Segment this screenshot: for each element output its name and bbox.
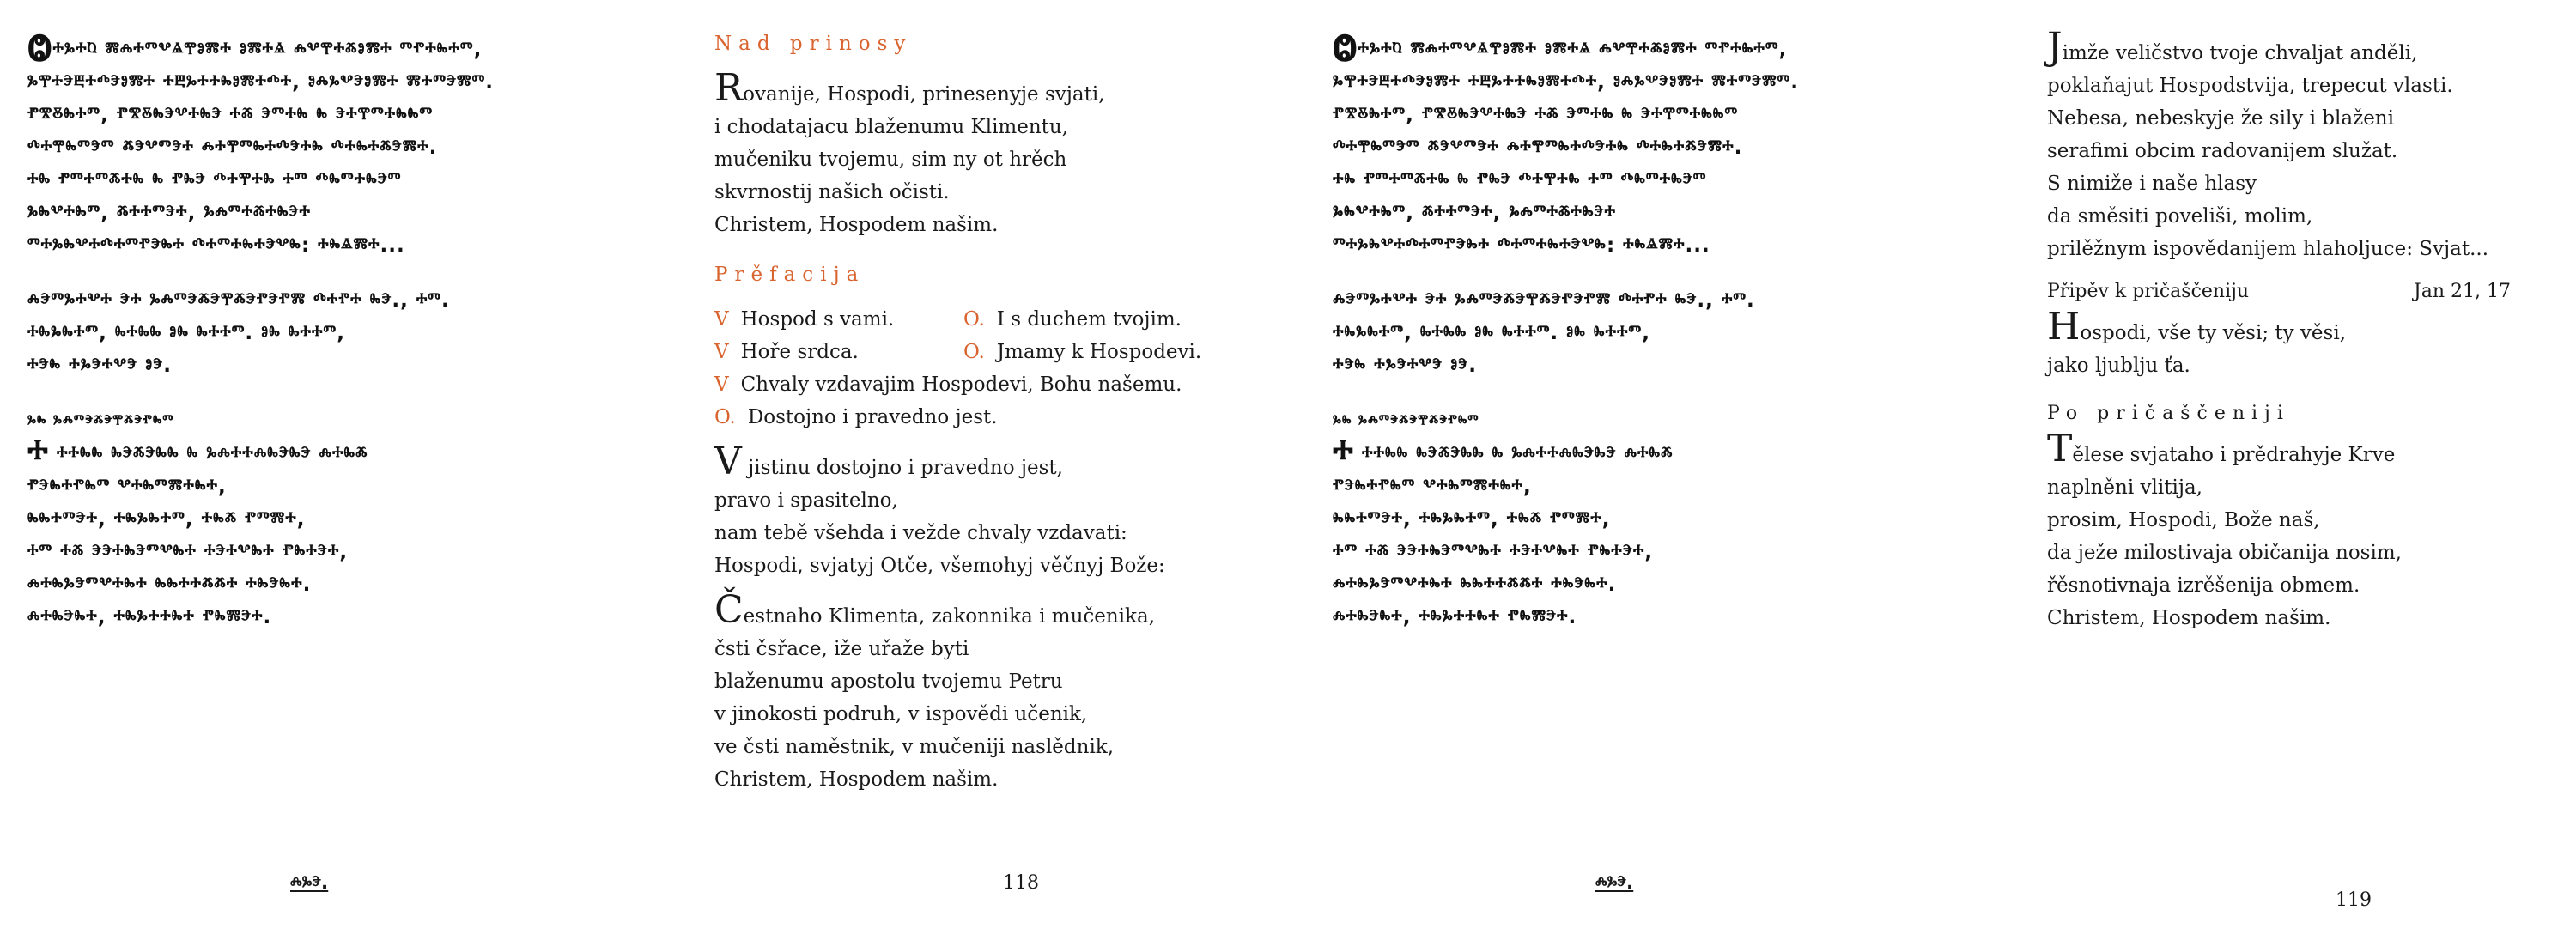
glagolitic-line: ⰰⰸⰳⰸⰰⱅ, ⰸⰰⰸⰸ ⱁⰸ ⰸⰰⰰⱅ. ⱁⰸ ⰸⰰⰰⱅ, [1333, 322, 1650, 344]
preface-conclusion [2047, 25, 2511, 265]
glagolitic-line: ⰰⱅ ⰰⰶ ⰵⰵⰰⰸⰵⱅⰲⰸⰰ ⰰⰵⰰⰲⰸⰰ ⱂⰸⰰⰵⰰ, [1333, 541, 1654, 563]
glagolitic-line: ⰾⰰⰸⰵⰸⰰ, ⰰⰸⰳⰰⰰⰸⰰ ⱂⰸⰿⰵⰰ. [27, 606, 272, 628]
glagolitic-line: ⰾⰵⱅⰳⰰⰲⰰ ⰵⰰ ⰳⰾⱅⰵⰶⰵⰹⰶⰵⱂⰵⱂⰿ ⰴⰰⱂⰰ ⰸⰵ., ⰰⱅ. [1333, 289, 1755, 312]
glagolitic-page-number: ⰾⰳⰵ. [1595, 872, 1634, 894]
glagolitic-column-left [27, 0, 629, 939]
glagolitic-line: ⱂⰵⰸⰰⱂⰸⱅ ⰲⰰⰸⱅⰿⰰⰸⰰ, [27, 476, 227, 498]
right-page [2047, 0, 2511, 939]
glagolitic-heading: ⰳⰸ ⰳⰾⱅⰵⰶⰵⰹⰶⰵⱂⰸⱅ [27, 411, 174, 430]
text-line: S nimiže i naše hlasy [2047, 173, 2257, 195]
postcommunion-heading: Po pričaščeniji [2047, 403, 2290, 424]
glagolitic-heading: ⰳⰸ ⰳⰾⱅⰵⰶⰵⰹⰶⰵⱂⰸⱅ [1333, 411, 1479, 430]
text-line: Hospodi, svjatyj Otče, všemohyj věčnyj Bože: [714, 555, 1165, 577]
glagolitic-line: ⰰⰸ ⱂⱅⰰⱅⰶⰰⰸ ⰸ ⱂⰸⰵ ⰴⰰⰹⰰⰸ ⰰⱅ ⰴⰸⱅⰰⰸⰵⱅ [27, 169, 402, 191]
glagolitic-line: ⱂⰺⰻⰸⰰⱅ, ⱂⰺⰻⰸⰵⰲⰰⰸⰵ ⰰⰶ ⰵⱅⰰⰸ ⰸ ⰵⰰⰹⱅⰰⰸⰸⱅ [1333, 104, 1739, 126]
offertory-heading: Nad prinosy [714, 33, 913, 55]
text-line: mučeniku tvojemu, sim ny ot hrěch [714, 149, 1067, 171]
text-line: da ježe milostivaja običanija nosim, [2047, 542, 2402, 564]
scripture-reference: Jan 21, 17 [2413, 281, 2511, 302]
postcommunion-text [2047, 427, 2511, 634]
text-line: da směsiti poveliši, molim, [2047, 205, 2313, 228]
text-line: jako ljublju ťa. [2047, 355, 2190, 377]
dialogue-row: V Chvaly vzdavajim Hospodevi, Bohu našemu. [714, 373, 1182, 396]
glagolitic-line: ⰳⰹⰰⰵⰱⰰⰴⰵⱁⰿⰰ ⰰⰱⰳⰰⰰⰸⱁⰿⰰⰴⰰ, ⱁⰾⰳⰲⰵⱁⰿⰰ ⰿⰰⱅⰵⰿⱅ. [27, 71, 494, 94]
text-line: skvrnostij našich očisti. [714, 181, 950, 203]
page-number-left: 118 [1003, 872, 1039, 894]
text-line: Christem, Hospodem našim. [714, 768, 999, 791]
glagolitic-column-right [1333, 0, 1934, 939]
dialogue-row: O. Dostojno i pravedno jest. [714, 406, 998, 428]
text-line: poklaňajut Hospodstvija, trepecut vlasti. [2047, 75, 2453, 97]
text-line: V jistinu dostojno i pravedno jest, [714, 440, 1063, 483]
offertory-text [714, 66, 1264, 241]
text-line: Jimže veličstvo tvoje chvaljat anděli, [2047, 25, 2418, 69]
glagolitic-line: ⰰ ⰰⰰⰸⰸ ⰸⰵⰶⰵⰸⰸ ⰸ ⰳⰾⰰⰰⰾⰸⰵⰸⰵ ⰾⰰⰸⰶ [27, 431, 368, 475]
text-line: blaženumu apostolu tvojemu Petru [714, 671, 1063, 693]
text-line: naplněni vlitija, [2047, 477, 2202, 499]
text-line: nam tebě všehda i vežde chvaly vzdavati: [714, 522, 1127, 544]
preface-dialogue [714, 303, 1264, 434]
text-line: Christem, Hospodem našim. [714, 214, 999, 236]
preface-text [714, 440, 1264, 582]
dialogue-row: V Hospod s vami. O. I s duchem tvojim. [714, 308, 1182, 331]
left-page [714, 0, 1264, 941]
text-line: řěsnotivnaja izrěšenija obmem. [2047, 574, 2360, 597]
glagolitic-line: ⰾⰰⰸⰳⰵⱅⰲⰰⰸⰰ ⰸⰸⰰⰰⰶⰶⰰ ⰰⰸⰵⰸⰰ. [27, 574, 312, 596]
glagolitic-page-number: ⰾⰳⰵ. [290, 872, 329, 894]
glagolitic-line: ⰰⰸ ⱂⱅⰰⱅⰶⰰⰸ ⰸ ⱂⰸⰵ ⰴⰰⰹⰰⰸ ⰰⱅ ⰴⰸⱅⰰⰸⰵⱅ [1333, 169, 1707, 191]
glagolitic-line: ⰳⰸⰲⰰⰸⱅ, ⰶⰰⰰⱅⰵⰰ, ⰳⰾⱅⰰⰶⰰⰸⰵⰰ [27, 202, 312, 224]
proper-preface-text [714, 588, 1264, 796]
glagolitic-line: ⰸⰸⰰⱅⰵⰰ, ⰰⰸⰳⰸⰰⱅ, ⰰⰸⰶ ⱂⱅⰿⰰ, [1333, 508, 1611, 531]
text-line: Hospodi, vše ty věsi; ty věsi, [2047, 305, 2347, 349]
text-line: Čestnaho Klimenta, zakonnika i mučenika, [714, 588, 1155, 632]
glagolitic-line: ⰴⰰⰹⰸⱅⰵⱅ ⰶⰵⰲⱅⰵⰰ ⰾⰰⰹⱅⰸⰰⰴⰵⰰⰸ ⰴⰰⰸⰰⰶⰵⰿⰰ. [1333, 137, 1743, 159]
glagolitic-line: ⰸⰸⰰⱅⰵⰰ, ⰰⰸⰳⰸⰰⱅ, ⰰⰸⰶ ⱂⱅⰿⰰ, [27, 508, 306, 531]
text-line: pravo i spasitelno, [714, 489, 898, 512]
text-line: v jinokosti podruh, v ispovědi učenik, [714, 703, 1088, 725]
glagolitic-line: ⱅⰰⰳⰸⰲⰰⰴⰰⱅⱂⰵⰸⰰ ⰴⰰⱅⰰⰸⰰⰵⰲⰸ: ⰰⰸⱑⰿⰰ... [27, 234, 405, 257]
preface-heading: Prěfacija [714, 264, 866, 286]
glagolitic-line: ⰴⰰⰹⰸⱅⰵⱅ ⰶⰵⰲⱅⰵⰰ ⰾⰰⰹⱅⰸⰰⰴⰵⰰⰸ ⰴⰰⰸⰰⰶⰵⰿⰰ. [27, 137, 438, 159]
text-line: serafimi obcim radovanijem služat. [2047, 140, 2398, 162]
communion-antiphon-header [2047, 281, 2511, 302]
glagolitic-line: ⰰⰵⰸ ⰰⰳⰵⰰⰲⰵ ⱁⰵ. [27, 355, 172, 377]
communion-label: Připěv k pričaščeniju [2047, 281, 2250, 302]
glagolitic-line: ⱂⰵⰸⰰⱂⰸⱅ ⰲⰰⰸⱅⰿⰰⰸⰰ, [1333, 476, 1532, 498]
text-line: prosim, Hospodi, Bože naš, [2047, 509, 2320, 531]
text-line: čsti čsřace, iže uřaže byti [714, 638, 969, 660]
glagolitic-line: ⰾⰵⱅⰳⰰⰲⰰ ⰵⰰ ⰳⰾⱅⰵⰶⰵⰹⰶⰵⱂⰵⱂⰿ ⰴⰰⱂⰰ ⰸⰵ., ⰰⱅ. [27, 289, 450, 312]
glagolitic-line: ⰰⰸⰳⰸⰰⱅ, ⰸⰰⰸⰸ ⱁⰸ ⰸⰰⰰⱅ. ⱁⰸ ⰸⰰⰰⱅ, [27, 322, 345, 344]
text-line: prilěžnym ispovědanijem hlaholjuce: Svjat... [2047, 238, 2489, 260]
glagolitic-line: ⰾⰰⰸⰵⰸⰰ, ⰰⰸⰳⰰⰰⰸⰰ ⱂⰸⰿⰵⰰ. [1333, 606, 1577, 628]
text-line: Christem, Hospodem našim. [2047, 607, 2331, 629]
glagolitic-line: Ⱉⰰⰳⰰⱒ ⰿⰾⰰⱅⰲⱑⰹⱁⰿⰰ ⱁⰿⰰⱑ ⰾⰲⰹⰰⰶⱁⰿⰰ ⱅⱂⰰⰸⰰⱅ, [1333, 24, 1788, 70]
page-number-right: 119 [2336, 889, 2372, 911]
glagolitic-line: ⰳⰸⰲⰰⰸⱅ, ⰶⰰⰰⱅⰵⰰ, ⰳⰾⱅⰰⰶⰰⰸⰵⰰ [1333, 202, 1617, 224]
text-line: Rovanije, Hospodi, prinesenyje svjati, [714, 66, 1105, 110]
glagolitic-line: ⰾⰰⰸⰳⰵⱅⰲⰰⰸⰰ ⰸⰸⰰⰰⰶⰶⰰ ⰰⰸⰵⰸⰰ. [1333, 574, 1617, 596]
text-line: Nebesa, nebeskyje že sily i blaženi [2047, 107, 2394, 130]
glagolitic-line: Ⱉⰰⰳⰰⱒ ⰿⰾⰰⱅⰲⱑⰹⱁⰿⰰ ⱁⰿⰰⱑ ⰾⰲⰹⰰⰶⱁⰿⰰ ⱅⱂⰰⰸⰰⱅ, [27, 24, 483, 70]
glagolitic-line: ⱂⰺⰻⰸⰰⱅ, ⱂⰺⰻⰸⰵⰲⰰⰸⰵ ⰰⰶ ⰵⱅⰰⰸ ⰸ ⰵⰰⰹⱅⰰⰸⰸⱅ [27, 104, 434, 126]
communion-text [2047, 305, 2511, 382]
text-line: ve čsti naměstnik, v mučeniji naslědnik, [714, 736, 1115, 758]
glagolitic-line: ⰰⱅ ⰰⰶ ⰵⰵⰰⰸⰵⱅⰲⰸⰰ ⰰⰵⰰⰲⰸⰰ ⱂⰸⰰⰵⰰ, [27, 541, 349, 563]
dialogue-row: V Hoře srdca. O. Jmamy k Hospodevi. [714, 341, 1202, 363]
text-line: i chodatajacu blaženumu Klimentu, [714, 116, 1069, 138]
text-line: Tělese svjataho i prědrahyje Krve [2047, 427, 2396, 470]
glagolitic-line: ⰳⰹⰰⰵⰱⰰⰴⰵⱁⰿⰰ ⰰⰱⰳⰰⰰⰸⱁⰿⰰⰴⰰ, ⱁⰾⰳⰲⰵⱁⰿⰰ ⰿⰰⱅⰵⰿⱅ. [1333, 71, 1799, 94]
glagolitic-line: ⱅⰰⰳⰸⰲⰰⰴⰰⱅⱂⰵⰸⰰ ⰴⰰⱅⰰⰸⰰⰵⰲⰸ: ⰰⰸⱑⰿⰰ... [1333, 234, 1710, 257]
glagolitic-line: ⰰⰵⰸ ⰰⰳⰵⰰⰲⰵ ⱁⰵ. [1333, 355, 1477, 377]
glagolitic-line: ⰰ ⰰⰰⰸⰸ ⰸⰵⰶⰵⰸⰸ ⰸ ⰳⰾⰰⰰⰾⰸⰵⰸⰵ ⰾⰰⰸⰶ [1333, 431, 1674, 475]
